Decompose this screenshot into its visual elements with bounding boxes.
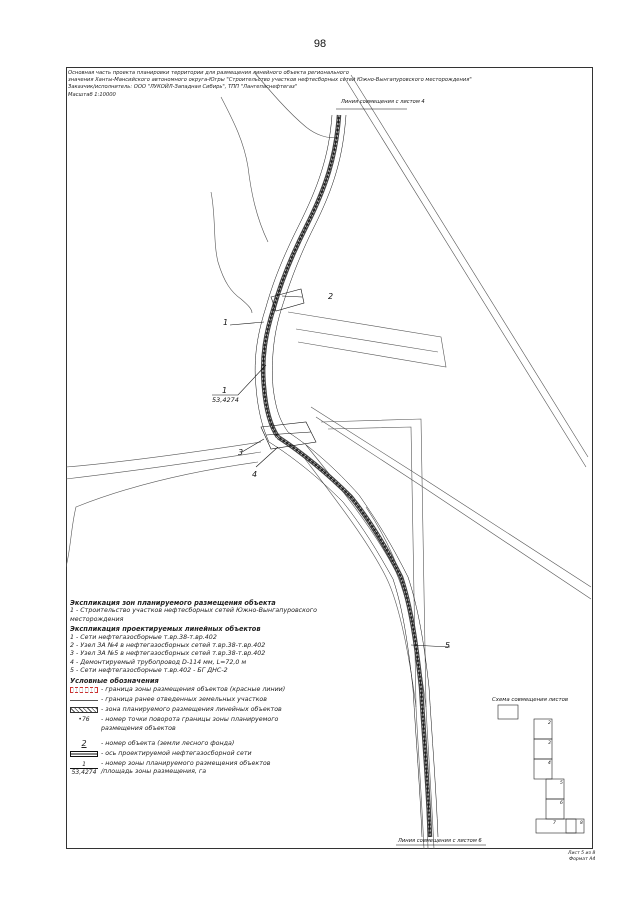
page-number: 98 [313,38,327,50]
header-line: Масштаб 1:10000 [68,91,116,98]
contour-upper-left-inner [221,97,268,242]
legend-symbol-label: - номер зоны планируемого размещения объектов [101,760,271,768]
road-left-a [66,442,261,467]
legend-symbol-label: - зона планируемого размещения линейных объектов [101,705,282,713]
legend-symbol-label: /площадь зоны размещения, га [101,768,207,776]
fraction-numerator: 1 [70,761,98,769]
callout-3: 3 [238,448,244,457]
sheet-info [568,851,595,864]
zone-fraction-symbol [70,761,98,776]
callout-line-2 [282,296,302,297]
legend-symbol-label: - граница зоны размещения объектов (красные линии) [101,685,286,693]
sheet-number-label: Лист 5 из 8 [568,851,596,856]
legend-symbol-row [70,749,340,759]
road-left-c [66,462,258,567]
callout-line-zone [212,365,266,395]
road-upper-right-b [351,75,588,457]
prior-allotment-symbol [70,700,98,701]
match-line-bottom-label: Линия совмещения с листом 6 [398,838,482,844]
road-upper-right-a [344,77,586,467]
road-strip-top [288,312,446,367]
legend-linear-item: 1 - Сети нефтегазосборные т.вр.38-т.вр.402 [70,633,217,641]
callout-5: 5 [445,641,451,650]
header-line: Заказчик/исполнитель: ООО "ЛУКОЙЛ-Западная Сибирь", ТПП "Лангепаснефтегаз" [68,84,298,91]
legend-linear-item: 2 - Узел ЗА №4 в нефтегазосборных сетей т.вр.38-т.вр.402 [70,642,266,650]
red-line-symbol [70,687,98,693]
legend-symbol-label: - граница ранее отведенных земельных участков [101,695,267,703]
junction-cluster [261,289,316,449]
scheme-title: Схема совмещения листов [492,697,569,703]
map-header [68,70,488,99]
legend-symbol-row [70,759,340,777]
header-line: Основная часть проекта планировки территории для размещения линейного объекта регионального [68,70,349,76]
scheme-sheet-number: 3 [548,741,551,746]
fraction-denominator: 53,4274 [71,768,97,776]
fraction-labels [101,760,270,777]
sheet-format-label: Формат А4 [569,857,596,863]
legend-symbol-continuation: размещения объектов [101,725,176,733]
callout-line-4 [256,447,278,467]
pipeline-axis-symbol [70,751,98,757]
contour-upper-left [211,192,252,313]
legend-zone-item: месторождения [70,615,124,623]
scheme-sheet-number: 2 [548,721,551,726]
legend-symbol-row [70,685,340,695]
scheme-sheet-number: 8 [580,821,583,826]
road-strip-mid [296,329,438,352]
header-line: значения Ханты-Мансийского автономного округа-Югры "Строительство участков нефтесборных сетей Южно-Вынгапуровского месторождения" [68,77,472,84]
legend-symbol-row [70,739,340,749]
match-line-top-label: Линия совмещения с листом 4 [341,99,425,105]
legend-symbol-row [70,705,340,715]
callout-1: 1 [223,318,229,327]
legend-symbols-title: Условные обозначения [70,676,159,685]
scheme-sheet-number: 6 [560,801,563,806]
callout-4: 4 [252,470,258,479]
legend-linear-item: 4 - Демонтируемый трубопровод D-114 мм, L=72,0 м [70,658,247,666]
callout-zone-area: 53,4274 [212,396,239,404]
callout-zone-number: 1 [222,386,228,395]
legend-linear-item: 3 - Узел ЗА №5 в нефтегазосборных сетей т.вр.38-т.вр.402 [70,650,266,658]
scheme-sheet-number: 7 [553,821,556,826]
callout-line-1 [230,322,264,325]
legend-zone-item: 1 - Строительство участков нефтесборных сетей Южно-Вынгапуровского [70,607,317,615]
legend-symbol-label: - номер объекта (земли лесного фонда) [101,740,235,748]
scheme-sheet-number: 5 [560,781,563,786]
callout-line-3 [242,439,264,452]
legend-symbol-label: - номер точки поворота границы зоны планируемого [101,715,279,723]
scheme-of-sheets [498,705,584,833]
scheme-sheet-number: 4 [548,761,551,766]
legend-linear-item: 5 - Сети нефтегазосборные т.вр.402 - БГ ДНС-2 [70,667,228,675]
legend-linear-title: Экспликация проектируемых линейных объектов [70,625,261,634]
legend-symbol-row [70,695,340,705]
legend [70,598,340,777]
turn-point-symbol: •76 [78,715,90,723]
legend-symbol-label: - ось проектируемой нефтегазосборной сети [101,750,252,758]
callout-2: 2 [328,292,334,301]
legend-zones-title: Экспликация зон планируемого размещения объекта [70,599,276,607]
legend-symbol-row [70,715,340,725]
object-number-symbol: 2 [81,739,87,749]
planned-zone-symbol [70,707,98,713]
